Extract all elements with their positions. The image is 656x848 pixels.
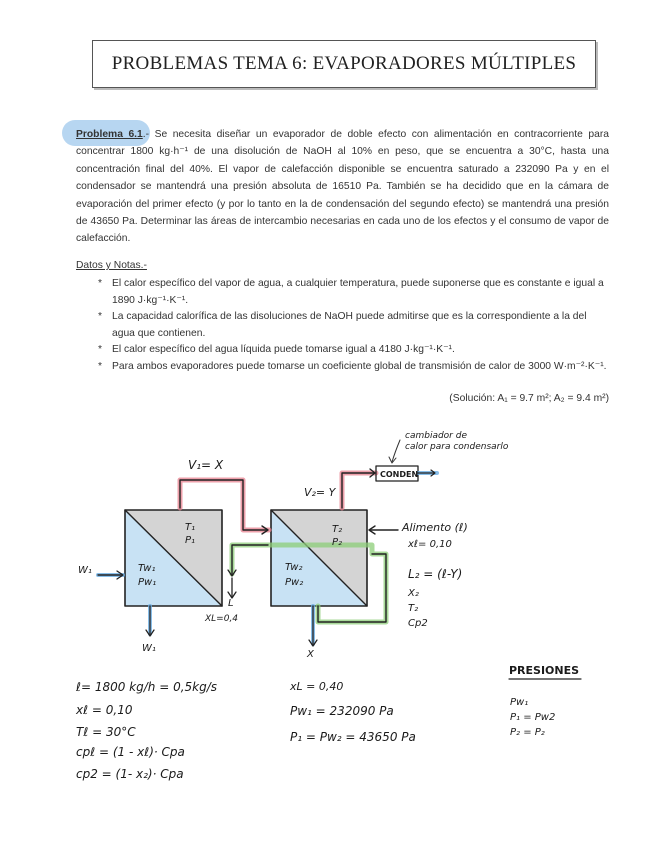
calc-cp-feed: cpℓ = (1 - xℓ)· Cpa xyxy=(76,745,185,759)
problem-label: Problema 6.1 xyxy=(76,129,143,140)
v1-label: V₁= X xyxy=(188,458,224,472)
feed-concentration-label: xℓ= 0,10 xyxy=(408,539,452,550)
pressure-pw1: Pw₁ xyxy=(510,697,529,708)
vapor-v2-highlight xyxy=(342,473,376,508)
condenser-label: CONDEN xyxy=(380,470,419,479)
bullet: * xyxy=(98,344,103,356)
bullet: * xyxy=(98,360,103,372)
calc-feed-rate: ℓ= 1800 kg/h = 0,5kg/s xyxy=(76,680,218,694)
calc-cp2: cp2 = (1- x₂)· Cpa xyxy=(76,767,184,781)
condenser-note-line2: calor para condensarlo xyxy=(405,442,509,452)
t2-label: T₂ xyxy=(408,603,419,614)
calc-p1: P₁ = Pw₂ = 43650 Pa xyxy=(290,730,416,744)
effect-1-t-label: T₁ xyxy=(185,522,196,533)
page-title: PROBLEMAS TEMA 6: EVAPORADORES MÚLTIPLES xyxy=(92,40,596,88)
l2-label: L₂ = (ℓ-Y) xyxy=(408,567,463,581)
bullet: * xyxy=(98,311,103,323)
liquid-transfer-line xyxy=(232,545,268,574)
w1-outlet-label: W₁ xyxy=(142,643,156,654)
calc-xl: xL = 0,40 xyxy=(290,680,344,693)
w1-inlet-label: W₁ xyxy=(78,565,92,576)
notes-title: Datos y Notas.- xyxy=(76,260,147,271)
condenser-note-line1: cambiador de xyxy=(405,431,467,441)
effect-2-t-label: T₂ xyxy=(332,524,343,535)
calc-pw1: Pw₁ = 232090 Pa xyxy=(290,704,394,718)
v2-label: V₂= Y xyxy=(304,486,336,499)
pressure-p2: P₂ = P₂ xyxy=(510,727,545,738)
problem-text: .- Se necesita diseñar un evaporador de doble efecto con alimentación en contracorriente para concentrar 1800 kg·h⁻¹ de una disolución de NaOH al 10% en peso, que se encuentra a 30°C, hasta una concentración final del 40%. El vapor de calefacción disponible se encuentra saturado a 232090 Pa y en el condensador se mantendrá una presión absoluta de 16510 Pa. También se ha decidido que en la cámara de evaporación del primer efecto (y por lo tanto en la de condensación del segundo efecto) se mantendrá una presión de 43650 Pa. Determinar las áreas de intercambio necesarias en cada uno de los efectos y el consumo de vapor de calefacción. xyxy=(76,129,609,245)
effect-2-pw-label: Pw₂ xyxy=(285,577,304,588)
cp2-label: Cp2 xyxy=(408,618,428,629)
l-label: L xyxy=(228,598,234,609)
note-text: El calor específico del agua líquida puede tomarse igual a 4180 J·kg⁻¹·K⁻¹. xyxy=(112,344,455,356)
pressures-title: PRESIONES xyxy=(509,664,580,677)
note-text: Para ambos evaporadores puede tomarse un coeficiente global de transmisión de calor de 3000 W·m⁻²·K⁻¹. xyxy=(112,360,607,372)
note-text: El calor específico del vapor de agua, a cualquier temperatura, puede suponerse que es constante e igual a 1890 J·kg⁻¹·K⁻¹. xyxy=(112,278,604,306)
effect-1-tw-label: Tw₁ xyxy=(138,563,156,574)
solution-text: (Solución: A₁ = 9.7 m²; A₂ = 9.4 m²) xyxy=(449,393,609,404)
effect-1 xyxy=(125,510,222,606)
effect-2 xyxy=(271,510,367,606)
xl-label: XL=0,4 xyxy=(205,614,239,624)
pressure-p1: P₁ = Pw2 xyxy=(510,712,556,723)
effect-1-pw-label: Pw₁ xyxy=(138,577,157,588)
x-label: X xyxy=(307,649,314,660)
x2-label: X₂ xyxy=(408,588,419,599)
calc-feed-concentration: xℓ = 0,10 xyxy=(76,703,133,717)
effect-2-tw-label: Tw₂ xyxy=(285,562,303,573)
calc-feed-temperature: Tℓ = 30°C xyxy=(76,725,136,739)
vapor-v2-line xyxy=(342,473,374,508)
feed-label: Alimento (ℓ) xyxy=(402,521,468,534)
note-text: La capacidad calorífica de las disoluciones de NaOH puede admitirse que es la correspondiente a la del agua que contienen. xyxy=(112,311,587,339)
bullet: * xyxy=(98,278,103,289)
effect-2-p-label: P₂ xyxy=(332,537,343,548)
effect-1-p-label: P₁ xyxy=(185,535,196,546)
